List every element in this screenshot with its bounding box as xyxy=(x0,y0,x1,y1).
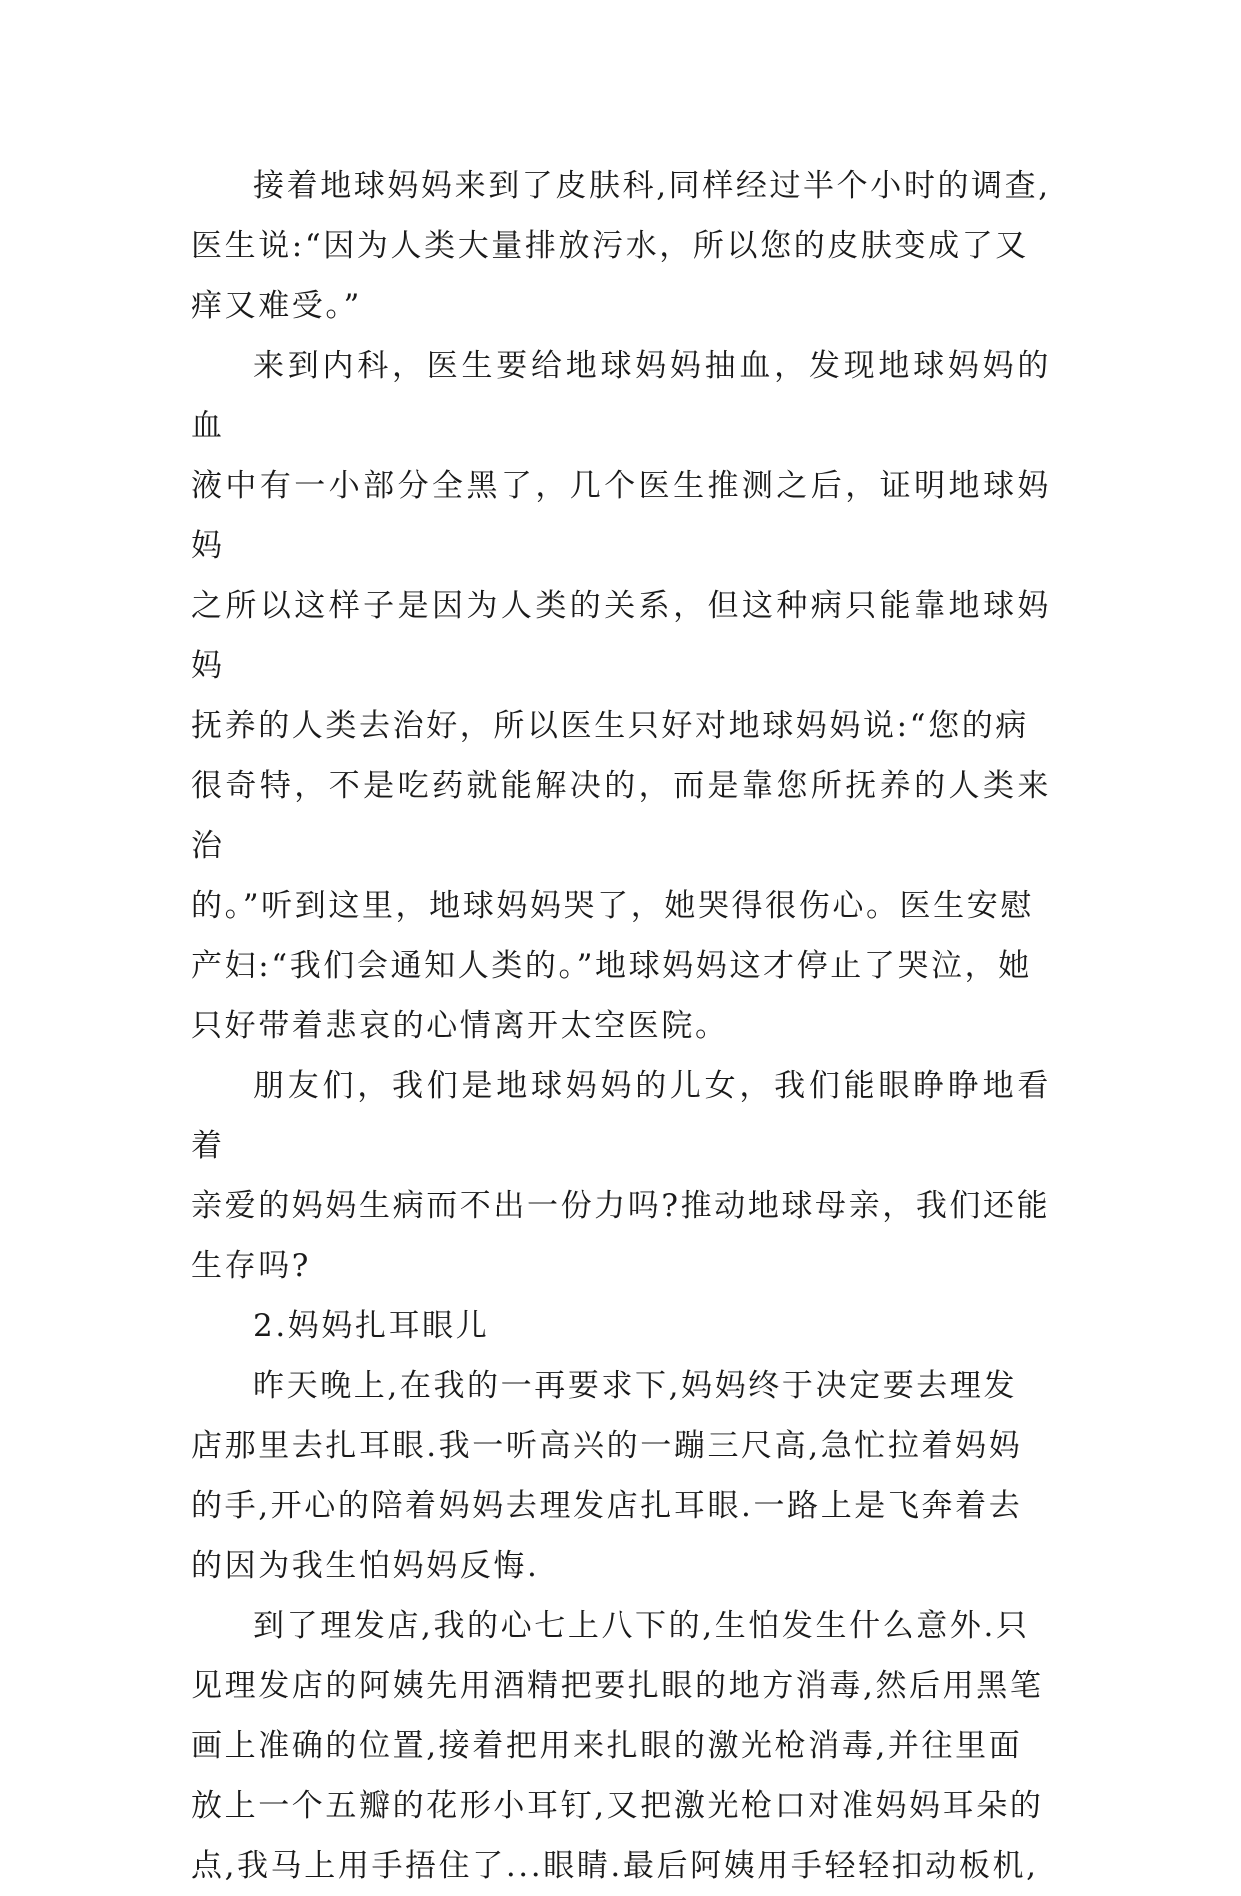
text-line: 亲爱的妈妈生病而不出一份力吗?推动地球母亲，我们还能 xyxy=(191,1188,1051,1224)
text-line: 痒又难受。” xyxy=(191,288,362,324)
text-line: 抚养的人类去治好，所以医生只好对地球妈妈说:“您的病 xyxy=(191,708,1029,744)
text-line: 店那里去扎耳眼.我一听高兴的一蹦三尺高,急忙拉着妈妈 xyxy=(191,1428,1023,1464)
text-line: 画上准确的位置,接着把用来扎眼的激光枪消毒,并往里面 xyxy=(191,1728,1023,1764)
text-line: 来到内科，医生要给地球妈妈抽血，发现地球妈妈的血 xyxy=(191,348,1051,444)
text-line: 到了理发店,我的心七上八下的,生怕发生什么意外.只 xyxy=(253,1608,1030,1644)
section-heading xyxy=(191,1296,1051,1356)
text-line: 的因为我生怕妈妈反悔. xyxy=(191,1548,540,1584)
text-line: 见理发店的阿姨先用酒精把要扎眼的地方消毒,然后用黑笔 xyxy=(191,1668,1044,1704)
text-line: 的手,开心的陪着妈妈去理发店扎耳眼.一路上是飞奔着去 xyxy=(191,1488,1023,1524)
text-line: 很奇特，不是吃药就能解决的，而是靠您所抚养的人类来治 xyxy=(191,768,1051,864)
text-line: 生存吗? xyxy=(191,1248,312,1284)
paragraph-dermatology xyxy=(191,156,1051,336)
text-line: 只好带着悲哀的心情离开太空医院。 xyxy=(191,1008,729,1044)
text-line: 的。”听到这里，地球妈妈哭了，她哭得很伤心。医生安慰 xyxy=(191,888,1034,924)
text-line: 产妇:“我们会通知人类的。”地球妈妈这才停止了哭泣，她 xyxy=(191,948,1032,984)
paragraph-last-night xyxy=(191,1356,1051,1596)
paragraph-friends xyxy=(191,1056,1051,1296)
text-line: 放上一个五瓣的花形小耳钉,又把激光枪口对准妈妈耳朵的 xyxy=(191,1788,1044,1824)
text-line: 昨天晚上,在我的一再要求下,妈妈终于决定要去理发 xyxy=(253,1368,1018,1404)
text-line: 朋友们，我们是地球妈妈的儿女，我们能眼睁睁地看着 xyxy=(191,1068,1051,1164)
text-line: 医生说:“因为人类大量排放污水，所以您的皮肤变成了又 xyxy=(191,228,1029,264)
document-body xyxy=(191,156,1051,1896)
paragraph-barber-shop xyxy=(191,1596,1051,1896)
text-line: 接着地球妈妈来到了皮肤科,同样经过半个小时的调查, xyxy=(253,168,1051,204)
paragraph-internal-medicine xyxy=(191,336,1051,1056)
text-line: 点,我马上用手捂住了...眼睛.最后阿姨用手轻轻扣动板机, xyxy=(191,1848,1039,1884)
section-title: 2.妈妈扎耳眼儿 xyxy=(253,1308,490,1344)
text-line: 之所以这样子是因为人类的关系，但这种病只能靠地球妈妈 xyxy=(191,588,1051,684)
text-line: 液中有一小部分全黑了，几个医生推测之后，证明地球妈妈 xyxy=(191,468,1051,564)
